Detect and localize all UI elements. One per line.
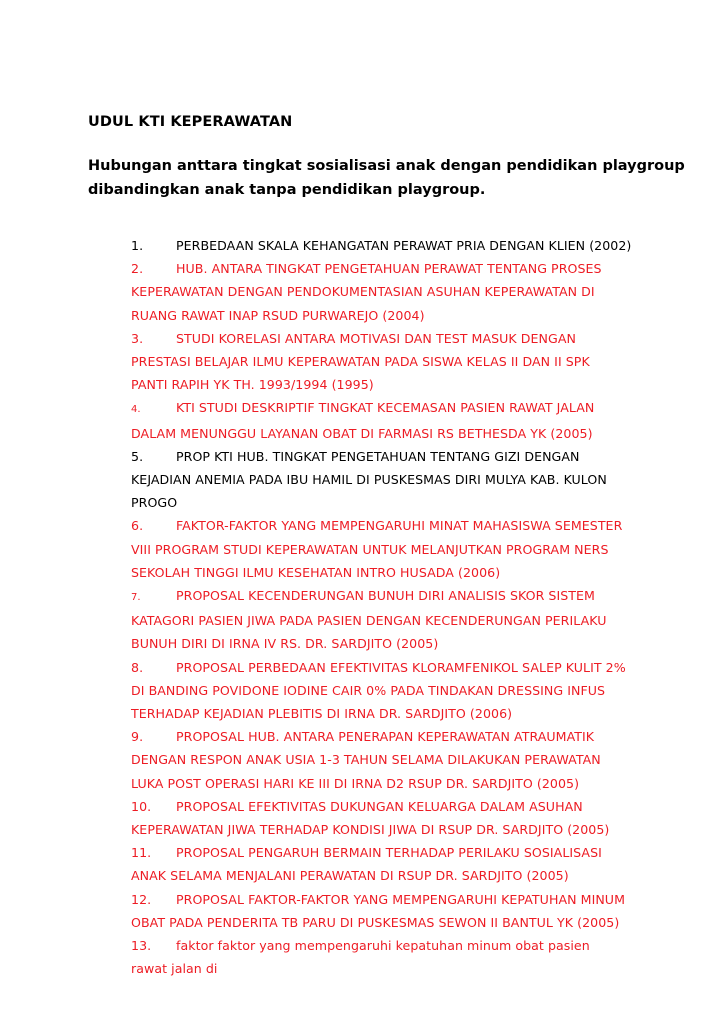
list-item-line (131, 795, 691, 818)
list-item-number: 1. (131, 238, 144, 253)
list-item-line (131, 396, 691, 421)
list-item-text: PROPOSAL KECENDERUNGAN BUNUH DIRI ANALISIS SKOR SISTEM (176, 588, 595, 604)
list-item-text: KEPERAWATAN JIWA TERHADAP KONDISI JIWA DI RSUP DR. SARDJITO (2005) (131, 822, 610, 838)
list-item-line (131, 748, 691, 771)
list-item-line (131, 888, 691, 911)
list-item-number: 12. (131, 891, 152, 907)
list-item-line (131, 422, 691, 445)
list-item-line (131, 632, 691, 655)
list-item-line (131, 257, 691, 280)
list-item-number: 4. (131, 404, 141, 416)
document-heading: UDUL KTI KEPERAWATAN (88, 114, 293, 130)
list-item-text: HUB. ANTARA TINGKAT PENGETAHUAN PERAWAT TENTANG PROSES (176, 261, 602, 277)
list-item-line (131, 327, 691, 350)
subtitle-line: dibandingkan anak tanpa pendidikan playgroup. (88, 182, 486, 198)
list-item (131, 888, 691, 934)
list-item-line (131, 818, 691, 841)
list-item-number: 2. (131, 261, 144, 277)
list-item-text: ANAK SELAMA MENJALANI PERAWATAN DI RSUP DR. SARDJITO (2005) (131, 868, 569, 884)
list-item-line (131, 538, 691, 561)
list-item-line (131, 911, 691, 934)
list-item-line (131, 725, 691, 748)
list-item-line (131, 934, 691, 957)
list-item (131, 584, 691, 656)
list-item (131, 841, 691, 887)
list-item (131, 257, 691, 327)
list-item-line (131, 304, 691, 327)
list-item-text: KEJADIAN ANEMIA PADA IBU HAMIL DI PUSKESMAS DIRI MULYA KAB. KULON (131, 472, 607, 488)
list-item-text: SEKOLAH TINGGI ILMU KESEHATAN INTRO HUSADA (2006) (131, 564, 501, 580)
list-item-text: LUKA POST OPERASI HARI KE III DI IRNA D2 RSUP DR. SARDJITO (2005) (131, 775, 580, 791)
list-item-line (131, 702, 691, 725)
subtitle-line: Hubungan anttara tingkat sosialisasi anak dengan pendidikan playgroup (88, 158, 685, 174)
list-item-line (131, 772, 691, 795)
list-item-line (131, 445, 691, 468)
list-item-line (131, 468, 691, 491)
list-item-text: DI BANDING POVIDONE IODINE CAIR 0% PADA TINDAKAN DRESSING INFUS (131, 682, 606, 698)
list-item-number: 7. (131, 592, 141, 604)
list-item (131, 795, 691, 841)
list-item-number: 8. (131, 659, 144, 675)
document-subtitle (88, 154, 688, 202)
list-item-text: RUANG RAWAT INAP RSUD PURWAREJO (2004) (131, 307, 425, 323)
list-item (131, 514, 691, 584)
list-item-number: 9. (131, 729, 144, 745)
list-item-text: PROPOSAL EFEKTIVITAS DUKUNGAN KELUARGA DALAM ASUHAN (176, 798, 583, 814)
list-item-line (131, 656, 691, 679)
list-item-line (131, 561, 691, 584)
list-item-line (131, 350, 691, 373)
list-item-text: PROPOSAL HUB. ANTARA PENERAPAN KEPERAWATAN ATRAUMATIK (176, 729, 595, 745)
list-item-text: KTI STUDI DESKRIPTIF TINGKAT KECEMASAN PASIEN RAWAT JALAN (176, 400, 595, 416)
list-item-number: 5. (131, 448, 144, 464)
list-item-line (131, 609, 691, 632)
list-item-number: 11. (131, 845, 152, 861)
list-item-text: PROPOSAL PERBEDAAN EFEKTIVITAS KLORAMFENIKOL SALEP KULIT 2% (176, 659, 626, 675)
list-item-text: faktor faktor yang mempengaruhi kepatuhan minum obat pasien (176, 938, 590, 954)
list-item-line (131, 841, 691, 864)
list-item (131, 445, 691, 515)
list-item-line (131, 679, 691, 702)
list-item-line (131, 957, 691, 980)
list-item-line (131, 864, 691, 887)
list-item-text: DENGAN RESPON ANAK USIA 1-3 TAHUN SELAMA DILAKUKAN PERAWATAN (131, 752, 601, 768)
list-item-number: 6. (131, 518, 144, 534)
list-item (131, 396, 691, 444)
list-item-line (131, 373, 691, 396)
list-item-line (131, 491, 691, 514)
list-item-text: PROPOSAL PENGARUH BERMAIN TERHADAP PERILAKU SOSIALISASI (176, 845, 602, 861)
list-item-text: PRESTASI BELAJAR ILMU KEPERAWATAN PADA SISWA KELAS II DAN II SPK (131, 354, 590, 370)
list-item-text: TERHADAP KEJADIAN PLEBITIS DI IRNA DR. SARDJITO (2006) (131, 706, 513, 722)
list-item-text: KEPERAWATAN DENGAN PENDOKUMENTASIAN ASUHAN KEPERAWATAN DI (131, 284, 595, 300)
list-item-text: rawat jalan di (131, 961, 218, 977)
list-item-text: STUDI KORELASI ANTARA MOTIVASI DAN TEST MASUK DENGAN (176, 330, 576, 346)
list-item (131, 656, 691, 726)
list-item-text: PROGO (131, 495, 178, 511)
list-item-number: 3. (131, 330, 144, 346)
list-item-line (131, 584, 691, 609)
title-list (131, 234, 691, 981)
list-item-text: PROP KTI HUB. TINGKAT PENGETAHUAN TENTANG GIZI DENGAN (176, 448, 580, 464)
list-item-text: OBAT PADA PENDERITA TB PARU DI PUSKESMAS SEWON II BANTUL YK (2005) (131, 914, 620, 930)
list-item-text: DALAM MENUNGGU LAYANAN OBAT DI FARMASI RS BETHESDA YK (2005) (131, 425, 593, 441)
list-item-text: FAKTOR-FAKTOR YANG MEMPENGARUHI MINAT MAHASISWA SEMESTER (176, 518, 623, 534)
list-item-text: KATAGORI PASIEN JIWA PADA PASIEN DENGAN KECENDERUNGAN PERILAKU (131, 613, 607, 629)
list-item (131, 327, 691, 397)
list-item-text: BUNUH DIRI DI IRNA IV RS. DR. SARDJITO (2005) (131, 636, 439, 652)
list-item-line (131, 234, 691, 257)
list-item-text: PROPOSAL FAKTOR-FAKTOR YANG MEMPENGARUHI KEPATUHAN MINUM (176, 891, 625, 907)
list-item-text: VIII PROGRAM STUDI KEPERAWATAN UNTUK MELANJUTKAN PROGRAM NERS (131, 541, 609, 557)
list-item-number: 10. (131, 798, 152, 814)
list-item-number: 13. (131, 938, 152, 954)
list-item-text: PANTI RAPIH YK TH. 1993/1994 (1995) (131, 377, 374, 393)
list-item (131, 725, 691, 795)
list-item-text: PERBEDAAN SKALA KEHANGATAN PERAWAT PRIA DENGAN KLIEN (2002) (176, 238, 632, 253)
list-item (131, 934, 691, 980)
list-item (131, 234, 691, 257)
list-item-line (131, 514, 691, 537)
list-item-line (131, 280, 691, 303)
